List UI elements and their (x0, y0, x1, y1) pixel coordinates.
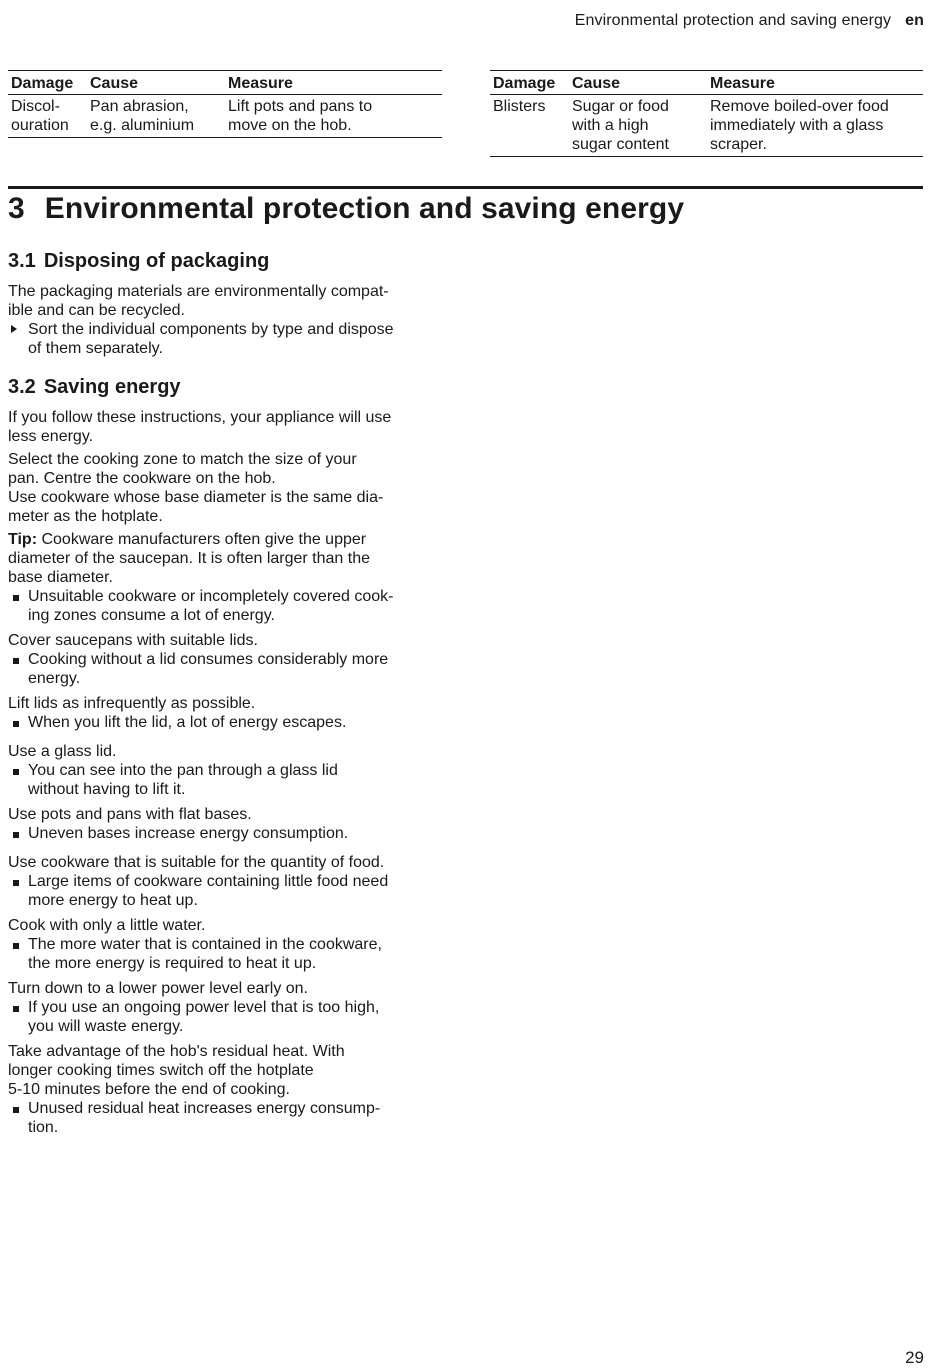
note-item: Unsuitable cookware or incompletely covered cook- ing zones consume a lot of energy. (8, 587, 440, 625)
column-header-cause: Cause (87, 71, 225, 95)
note-list (8, 713, 440, 732)
table-cell-measure: Lift pots and pans to move on the hob. (225, 95, 442, 138)
note-item: Cooking without a lid consumes considerably more energy. (8, 650, 440, 688)
tip-paragraph (8, 530, 440, 587)
table-cell-damage: Blisters (490, 95, 569, 157)
table-cell-cause: Sugar or food with a high sugar content (569, 95, 707, 157)
damage-table-right (490, 70, 923, 157)
note-item: The more water that is contained in the cookware, the more energy is required to heat it up. (8, 935, 440, 973)
instruction: Use cookware that is suitable for the quantity of food. (8, 854, 385, 871)
note-item: Large items of cookware containing little food need more energy to heat up. (8, 872, 440, 910)
table-row (8, 95, 442, 138)
header-section-title: Environmental protection and saving energy (574, 12, 892, 29)
running-header (575, 12, 924, 30)
instruction: Cook with only a little water. (8, 917, 206, 934)
instruction: Take advantage of the hob's residual heat. With longer cooking times switch off the hotplate 5-10 minutes before the end of cooking. (8, 1043, 345, 1098)
tip-label: Tip: (8, 531, 38, 548)
paragraph: Use cookware whose base diameter is the same dia- meter as the hotplate. (8, 489, 384, 525)
section-number: 3.1 (8, 250, 36, 272)
instruction: Cover saucepans with suitable lids. (8, 632, 258, 649)
column-header-measure: Measure (225, 71, 442, 95)
column-header-cause: Cause (569, 71, 707, 95)
note-list (8, 998, 440, 1036)
page-number: 29 (905, 1348, 924, 1367)
note-list (8, 872, 440, 910)
note-item: Unused residual heat increases energy consump- tion. (8, 1099, 440, 1137)
instruction: Use pots and pans with flat bases. (8, 806, 252, 823)
note-list (8, 824, 440, 843)
chapter-title (8, 192, 684, 226)
instruction: Lift lids as infrequently as possible. (8, 695, 256, 712)
section-title: Saving energy (43, 376, 181, 398)
column-header-measure: Measure (707, 71, 923, 95)
note-item: If you use an ongoing power level that is too high, you will waste energy. (8, 998, 440, 1036)
note-list (8, 935, 440, 973)
instruction: Turn down to a lower power level early on. (8, 980, 308, 997)
table-cell-measure: Remove boiled-over food immediately with a glass scraper. (707, 95, 923, 157)
step-item: Sort the individual components by type and dispose of them separately. (8, 320, 440, 358)
column-header-damage: Damage (490, 71, 569, 95)
note-list (8, 761, 440, 799)
paragraph: Select the cooking zone to match the size of your pan. Centre the cookware on the hob. (8, 451, 357, 487)
table-cell-damage: Discol- ouration (8, 95, 87, 138)
header-language: en (905, 12, 924, 29)
paragraph: If you follow these instructions, your appliance will use less energy. (8, 409, 392, 445)
damage-table-left (8, 70, 442, 138)
main-content (8, 248, 440, 1143)
tip-text: Cookware manufacturers often give the upper diameter of the saucepan. It is often larger than the base diameter. (8, 531, 370, 586)
instruction: Use a glass lid. (8, 743, 117, 760)
section-number: 3.2 (8, 376, 36, 398)
table-row (490, 95, 923, 157)
chapter-divider (8, 186, 923, 189)
note-item: When you lift the lid, a lot of energy escapes. (8, 713, 440, 732)
table-header-row (490, 71, 923, 95)
column-header-damage: Damage (8, 71, 87, 95)
section-heading-saving-energy (8, 374, 440, 400)
chapter-number: 3 (8, 192, 25, 225)
note-list (8, 650, 440, 688)
note-list (8, 1099, 440, 1137)
table-header-row (8, 71, 442, 95)
chapter-title-text: Environmental protection and saving energy (44, 192, 685, 225)
note-item: Uneven bases increase energy consumption. (8, 824, 440, 843)
section-title: Disposing of packaging (43, 250, 270, 272)
note-list (8, 587, 440, 625)
paragraph: The packaging materials are environmentally compat- ible and can be recycled. (8, 283, 389, 319)
note-item: You can see into the pan through a glass lid without having to lift it. (8, 761, 440, 799)
step-list (8, 320, 440, 358)
table-cell-cause: Pan abrasion, e.g. aluminium (87, 95, 225, 138)
section-heading-disposing (8, 248, 440, 274)
